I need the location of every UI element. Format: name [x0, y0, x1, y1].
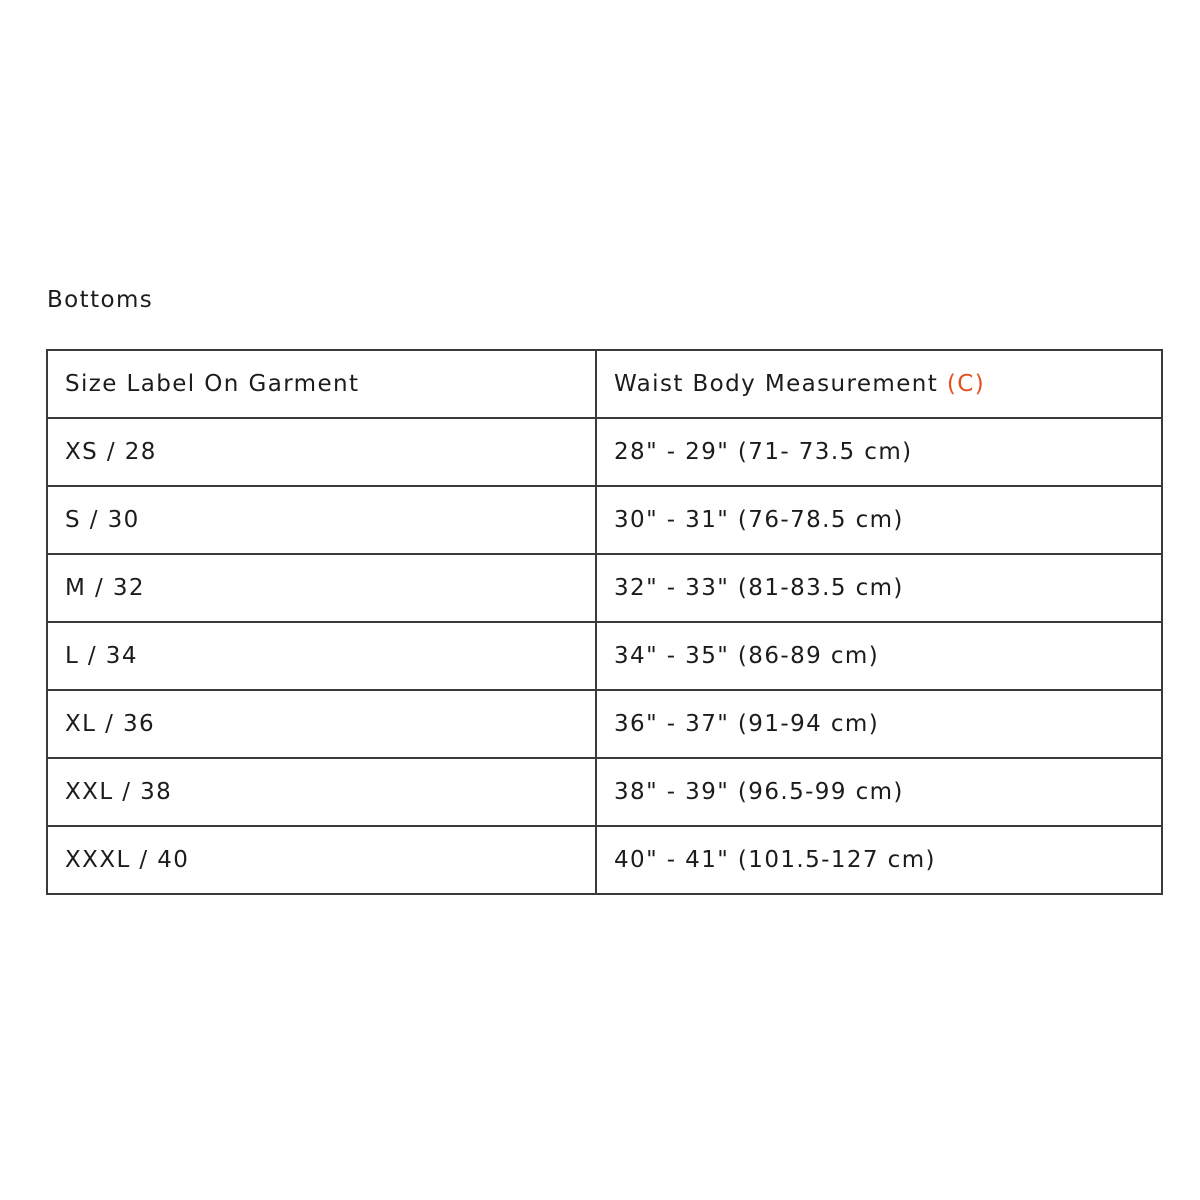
size-cell: XXL / 38: [47, 758, 596, 826]
measurement-marker: (C): [946, 371, 986, 397]
table-row: [47, 486, 1162, 554]
table-row: [47, 418, 1162, 486]
table-row: [47, 758, 1162, 826]
waist-cell: 34" - 35" (86-89 cm): [596, 622, 1162, 690]
waist-cell: 28" - 29" (71- 73.5 cm): [596, 418, 1162, 486]
size-cell: XS / 28: [47, 418, 596, 486]
size-cell: XXXL / 40: [47, 826, 596, 894]
section-title: Bottoms: [47, 287, 154, 313]
waist-header-text: Waist Body Measurement: [614, 371, 939, 397]
waist-cell: 38" - 39" (96.5-99 cm): [596, 758, 1162, 826]
size-chart-table: [46, 349, 1163, 895]
table-row: [47, 690, 1162, 758]
size-cell: XL / 36: [47, 690, 596, 758]
size-cell: S / 30: [47, 486, 596, 554]
waist-cell: 32" - 33" (81-83.5 cm): [596, 554, 1162, 622]
size-cell: M / 32: [47, 554, 596, 622]
waist-cell: 40" - 41" (101.5-127 cm): [596, 826, 1162, 894]
table-header-row: [47, 350, 1162, 418]
table-row: [47, 554, 1162, 622]
waist-cell: 36" - 37" (91-94 cm): [596, 690, 1162, 758]
table-row: [47, 826, 1162, 894]
waist-cell: 30" - 31" (76-78.5 cm): [596, 486, 1162, 554]
size-cell: L / 34: [47, 622, 596, 690]
table-row: [47, 622, 1162, 690]
waist-measurement-header: [596, 350, 1162, 418]
size-label-header: Size Label On Garment: [47, 350, 596, 418]
